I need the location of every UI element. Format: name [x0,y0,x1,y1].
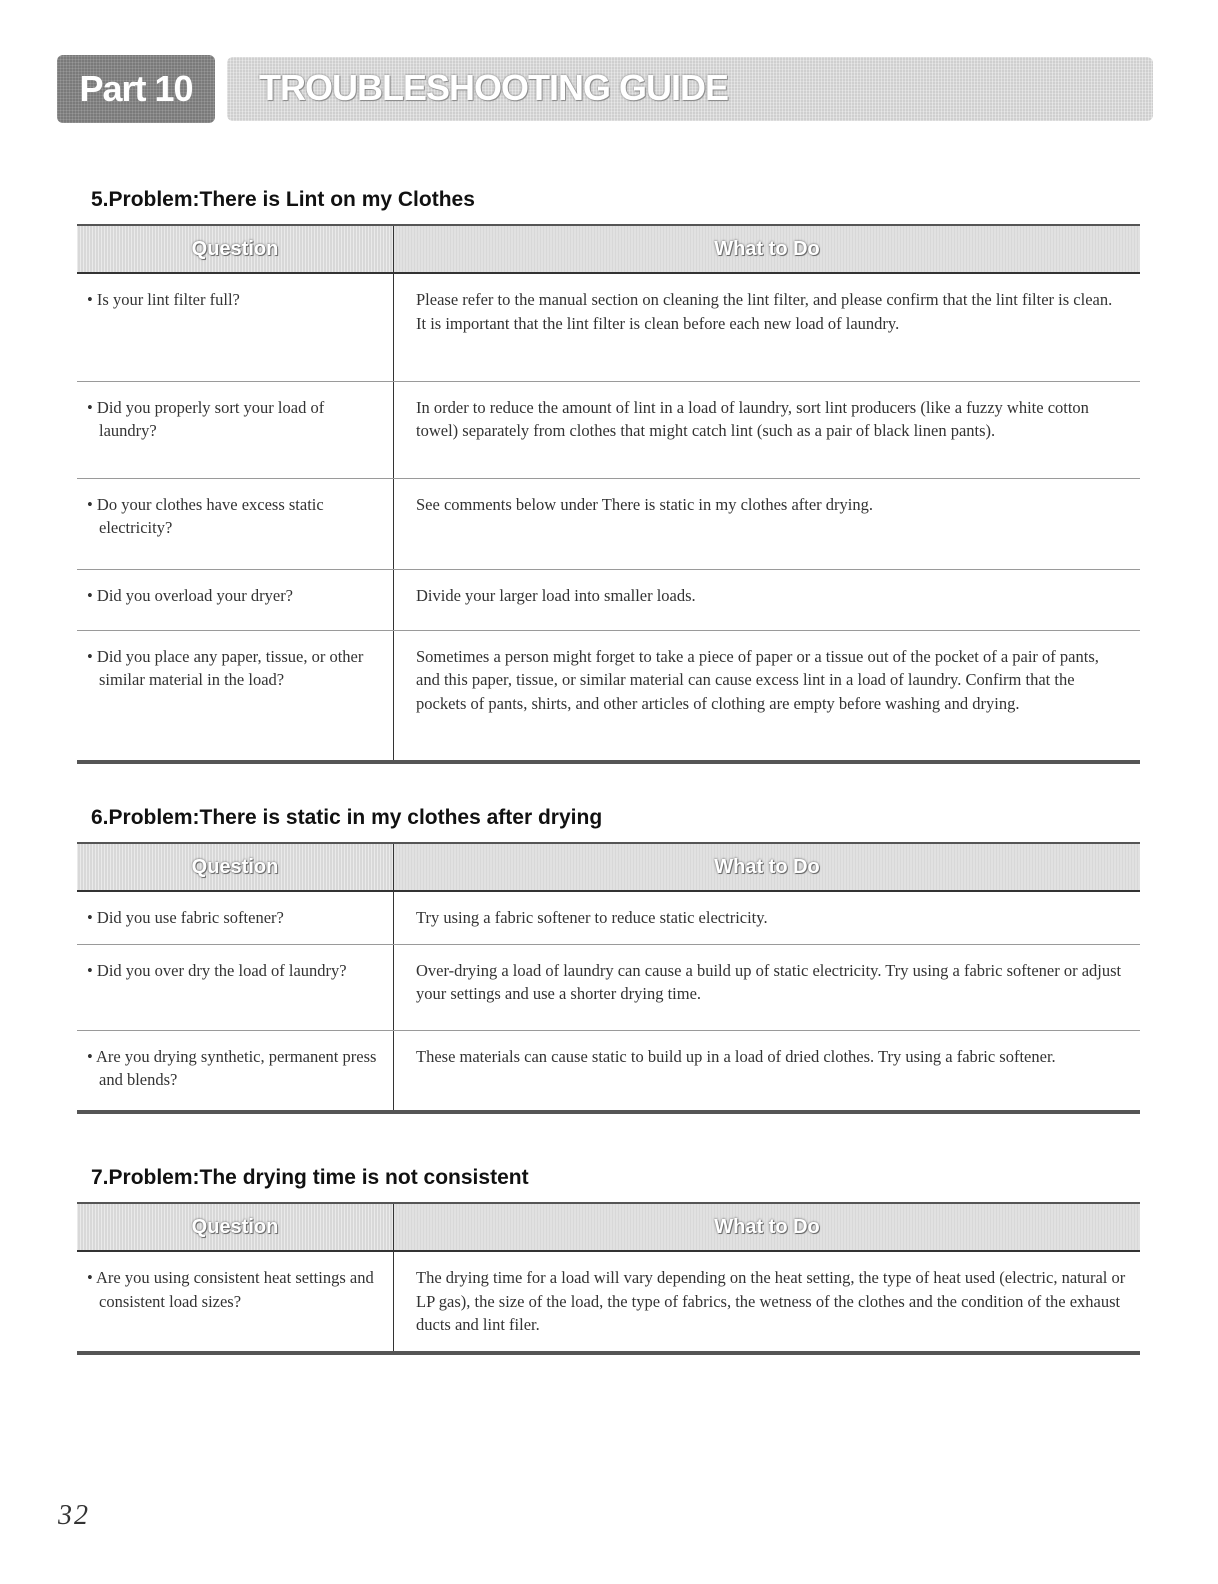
what-to-do-header: What to Do [394,225,1141,273]
question-header: Question [77,225,394,273]
qa-table [77,224,1140,764]
answer-cell: Divide your larger load into smaller loads. [394,569,1141,630]
table-row [77,381,1140,478]
answer-cell: Sometimes a person might forget to take a piece of paper or a tissue out of the pocket of a pair of pants, and this paper, tissue, or similar material can cause excess lint in a load of laundry. Confirm that the pockets of pants, shirts, and other articles of clothing are empty before washing and drying. [394,630,1141,762]
what-to-do-header: What to Do [394,1203,1141,1251]
question-cell: • Did you over dry the load of laundry? [77,944,394,1030]
title-bar [227,57,1153,121]
table-row [77,944,1140,1030]
answer-cell: The drying time for a load will vary depending on the heat setting, the type of heat used (electric, natural or LP gas), the size of the load, the type of fabrics, the wetness of the clothes and the condition of the exhaust ducts and lint filer. [394,1251,1141,1353]
table-row [77,1030,1140,1112]
qa-table [77,842,1140,1114]
answer-cell: In order to reduce the amount of lint in a load of laundry, sort lint producers (like a fuzzy white cotton towel) separately from clothes that might catch lint (such as a pair of black linen pants). [394,381,1141,478]
question-cell: • Are you using consistent heat settings and consistent load sizes? [77,1251,394,1353]
question-header: Question [77,843,394,891]
page-number: 32 [58,1500,90,1531]
qa-table [77,1202,1140,1355]
answer-cell: See comments below under There is static in my clothes after drying. [394,478,1141,569]
question-cell: • Do your clothes have excess static electricity? [77,478,394,569]
table-row [77,891,1140,944]
question-cell: • Did you place any paper, tissue, or other similar material in the load? [77,630,394,762]
answer-cell: Over-drying a load of laundry can cause a build up of static electricity. Try using a fabric softener or adjust your settings and use a shorter drying time. [394,944,1141,1030]
section-title: 7.Problem:The drying time is not consistent [91,1166,529,1189]
section-title: 5.Problem:There is Lint on my Clothes [91,188,475,211]
question-cell: • Did you use fabric softener? [77,891,394,944]
what-to-do-header: What to Do [394,843,1141,891]
section-static [77,806,1140,1114]
section-title: 6.Problem:There is static in my clothes after drying [91,806,603,829]
section-lint [77,188,1140,764]
table-row [77,1251,1140,1353]
question-cell: • Did you properly sort your load of laundry? [77,381,394,478]
question-cell: • Is your lint filter full? [77,273,394,381]
question-header: Question [77,1203,394,1251]
question-cell: • Did you overload your dryer? [77,569,394,630]
question-cell: • Are you drying synthetic, permanent press and blends? [77,1030,394,1112]
answer-cell: These materials can cause static to build up in a load of dried clothes. Try using a fabric softener. [394,1030,1141,1112]
section-drying-time [77,1166,1140,1355]
table-row [77,630,1140,762]
part-badge: Part 10 [57,55,215,123]
answer-cell: Try using a fabric softener to reduce static electricity. [394,891,1141,944]
table-row [77,478,1140,569]
page-title: TROUBLESHOOTING GUIDE [259,67,729,108]
table-row [77,273,1140,381]
answer-cell: Please refer to the manual section on cleaning the lint filter, and please confirm that the lint filter is clean. It is important that the lint filter is clean before each new load of laundry. [394,273,1141,381]
table-row [77,569,1140,630]
page-header [57,55,1153,123]
